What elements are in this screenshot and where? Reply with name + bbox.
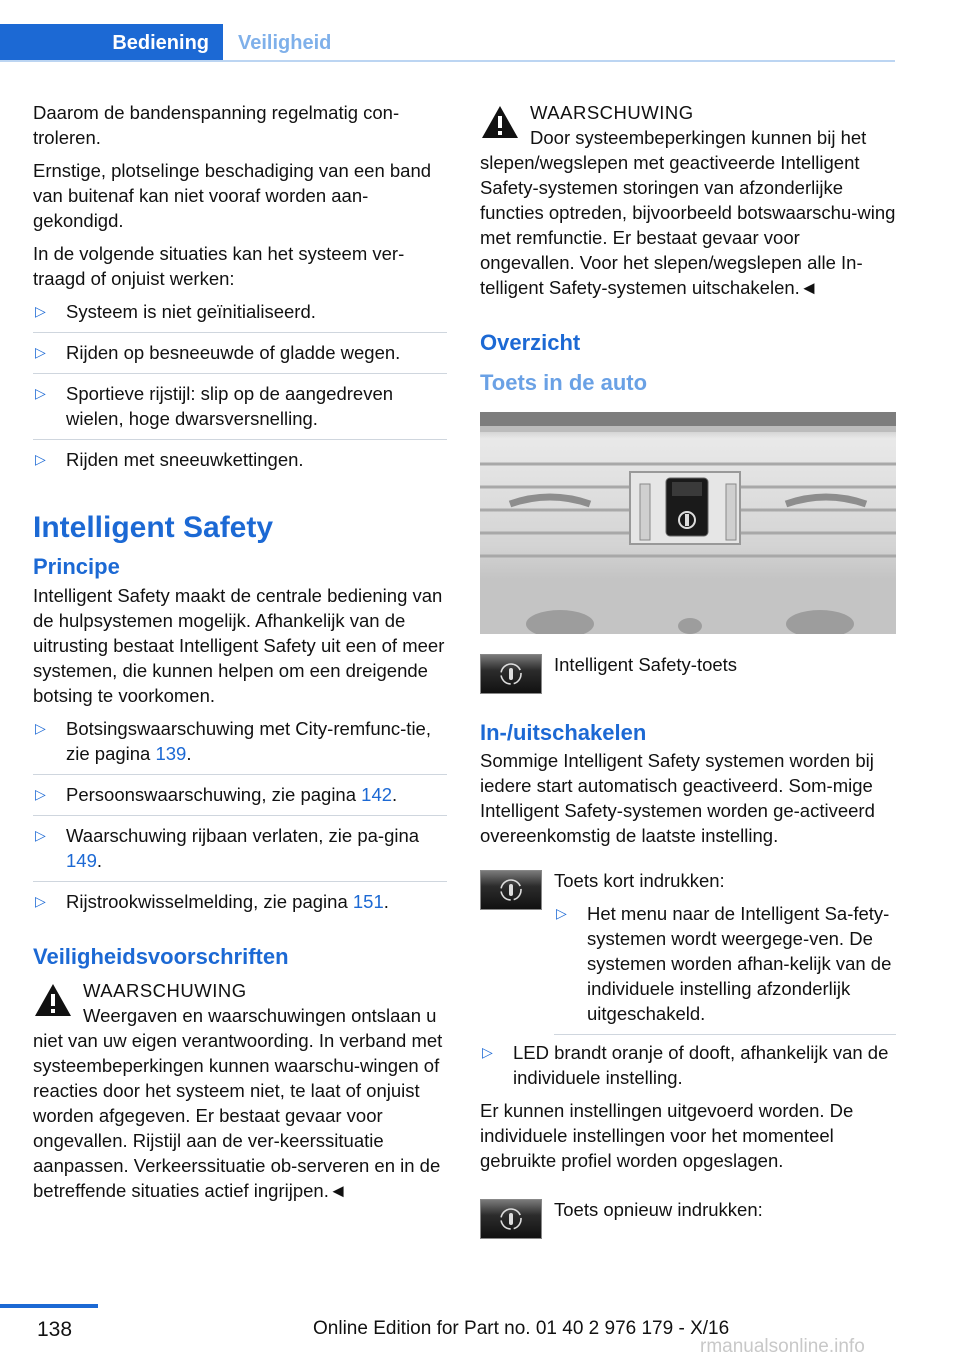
warning-triangle-icon	[33, 982, 73, 1018]
situation-list	[33, 299, 447, 480]
key-instruction: Toets kort indrukken:	[554, 870, 725, 891]
list-item	[554, 901, 896, 1035]
edition-text: Online Edition for Part no. 01 40 2 976 179 - X/16	[313, 1318, 730, 1339]
page-link[interactable]: 139	[155, 743, 187, 764]
warning-text: Weergaven en waarschuwingen ontslaan u niet van uw eigen verantwoording. In verband met systeembeperkingen kunnen waarschu‐wingen of reacties door het systeem niet, te laat of onjuist worden afgegeven. Er bestaat gevaar voor ongevallen. Rijstijl aan de ver‐keerssituatie aanpassen. Verkeerssituatie ob‐serveren en in de betreffende situaties actief ingrijpen.◄	[33, 1005, 443, 1201]
section-title: Intelligent Safety	[33, 511, 274, 544]
list-item-text: Rijden op besneeuwde of gladde wegen.	[66, 342, 401, 363]
page-number: 138	[37, 1318, 73, 1341]
list-item-end: .	[96, 850, 103, 871]
warning-text: Door systeembeperkingen kunnen bij het slepen/wegslepen met geactiveerde Intelligent Safety-systemen storingen van afzonderlijke functies optreden, bijvoorbeeld botswaarschu‐wing met remfunctie. Er bestaat gevaar voor ongevallen. Voor het slepen/wegslepen alle In‐telligent Safety-systemen uitschakelen.◄	[480, 127, 896, 298]
triangle-bullet-icon: ▷	[35, 303, 46, 319]
dashboard-photo	[480, 412, 896, 634]
subsection-title-toets: Toets in de auto	[480, 370, 648, 395]
dashboard-photo-illustration	[480, 412, 896, 634]
subsection-title-principe: Principe	[33, 554, 120, 579]
systems-list	[33, 716, 447, 922]
list-item-text: Persoonswaarschuwing, zie pagina	[66, 784, 362, 805]
list-item-end: .	[383, 891, 389, 912]
intelligent-safety-button[interactable]	[480, 1199, 542, 1239]
warning-title: WAARSCHUWING	[83, 980, 247, 1001]
paragraph: In de volgende situaties kan het systeem ver‐traagd of onjuist werken:	[33, 243, 405, 289]
warning-triangle-icon	[480, 104, 520, 140]
watermark: rmanualsonline.info	[700, 1336, 865, 1357]
paragraph: Daarom de bandenspanning regelmatig con‐troleren.	[33, 102, 400, 148]
list-item	[33, 447, 447, 480]
list-item-text: Systeem is niet geïnitialiseerd.	[66, 301, 316, 322]
triangle-bullet-icon: ▷	[35, 451, 46, 467]
list-item	[33, 823, 447, 882]
key-instruction: Toets opnieuw indrukken:	[554, 1199, 763, 1220]
key-press-row	[480, 868, 896, 1035]
paragraph: Sommige Intelligent Safety systemen worden bij iedere start automatisch geactiveerd. Som‐mige Intelligent Safety-systemen worden ge‐activeerd overeenkomstig de laatste instelling.	[480, 750, 875, 846]
paragraph: Intelligent Safety maakt de centrale bediening van de hulpsystemen mogelijk. Afhankelijk van de uitrusting bestaat Intelligent Safety uit een of meer systemen, die kunnen helpen om een dreigende botsing te voorkomen.	[33, 585, 445, 706]
triangle-bullet-icon: ▷	[35, 385, 46, 401]
list-item-text: Rijstrookwisselmelding, zie pagina	[66, 891, 353, 912]
warning-title: WAARSCHUWING	[530, 102, 694, 123]
list-item	[33, 381, 447, 440]
warning-block	[480, 100, 896, 300]
list-item	[33, 340, 447, 374]
intelligent-safety-icon	[499, 878, 523, 902]
triangle-bullet-icon: ▷	[35, 893, 46, 909]
subsection-title-veiligheid: Veiligheidsvoorschriften	[33, 944, 289, 969]
page-link[interactable]: 151	[352, 891, 384, 912]
page-link[interactable]: 149	[66, 850, 97, 871]
key-caption: Intelligent Safety-toets	[554, 654, 738, 675]
list-item	[33, 782, 447, 816]
key-caption-row	[480, 652, 896, 694]
intelligent-safety-icon	[499, 662, 523, 686]
triangle-bullet-icon: ▷	[35, 827, 46, 843]
subsection-title-overzicht: Overzicht	[480, 330, 581, 355]
list-item	[33, 889, 447, 922]
intelligent-safety-button[interactable]	[480, 870, 542, 910]
warning-block	[33, 978, 447, 1203]
key-press-again-row	[480, 1197, 896, 1239]
page-link[interactable]: 142	[361, 784, 393, 805]
list-item-text: Het menu naar de Intelligent Sa‐fety-systemen wordt weergege‐ven. De systemen worden afhan‐kelijk van de individuele instelling afzonderlijk uitgeschakeld.	[587, 903, 892, 1024]
intelligent-safety-button[interactable]	[480, 654, 542, 694]
tab-bediening-label: Bediening	[112, 31, 209, 54]
paragraph: Ernstige, plotselinge beschadiging van een band van buitenaf kan niet vooraf worden aan‐gekondigd.	[33, 160, 432, 231]
subsection-title-inuit: In-/uitschakelen	[480, 720, 647, 745]
triangle-bullet-icon: ▷	[482, 1044, 493, 1060]
paragraph: Er kunnen instellingen uitgevoerd worden. De individuele instellingen voor het momenteel gebruikte profiel worden opgeslagen.	[480, 1100, 854, 1171]
tab-veiligheid[interactable]	[238, 24, 331, 62]
intelligent-safety-icon	[499, 1207, 523, 1231]
header-tabs	[0, 0, 895, 62]
led-list	[480, 1040, 896, 1098]
list-item-text: Rijden met sneeuwkettingen.	[66, 449, 304, 470]
triangle-bullet-icon: ▷	[556, 905, 567, 921]
triangle-bullet-icon: ▷	[35, 786, 46, 802]
list-item-text: Botsingswaarschuwing met City-remfunc‐tie, zie pagina	[66, 718, 431, 764]
tab-bediening[interactable]	[0, 24, 223, 62]
list-item	[33, 299, 447, 333]
triangle-bullet-icon: ▷	[35, 720, 46, 736]
footer-accent-bar	[0, 1304, 98, 1308]
list-item	[33, 716, 447, 775]
right-column	[480, 100, 896, 1239]
left-column	[33, 100, 447, 1203]
press-result-list	[554, 901, 896, 1035]
list-item-text: Sportieve rijstijl: slip op de aangedreven wielen, hoge dwarsversnelling.	[66, 383, 394, 429]
list-item-text: Waarschuwing rijbaan verlaten, zie pa‐gina	[66, 825, 420, 846]
tab-veiligheid-label: Veiligheid	[238, 31, 332, 54]
list-item-end: .	[392, 784, 398, 805]
header-divider	[0, 60, 895, 62]
triangle-bullet-icon: ▷	[35, 344, 46, 360]
list-item	[480, 1040, 896, 1098]
list-item-end: .	[186, 743, 192, 764]
list-item-text: LED brandt oranje of dooft, afhankelijk van de individuele instelling.	[513, 1042, 889, 1088]
